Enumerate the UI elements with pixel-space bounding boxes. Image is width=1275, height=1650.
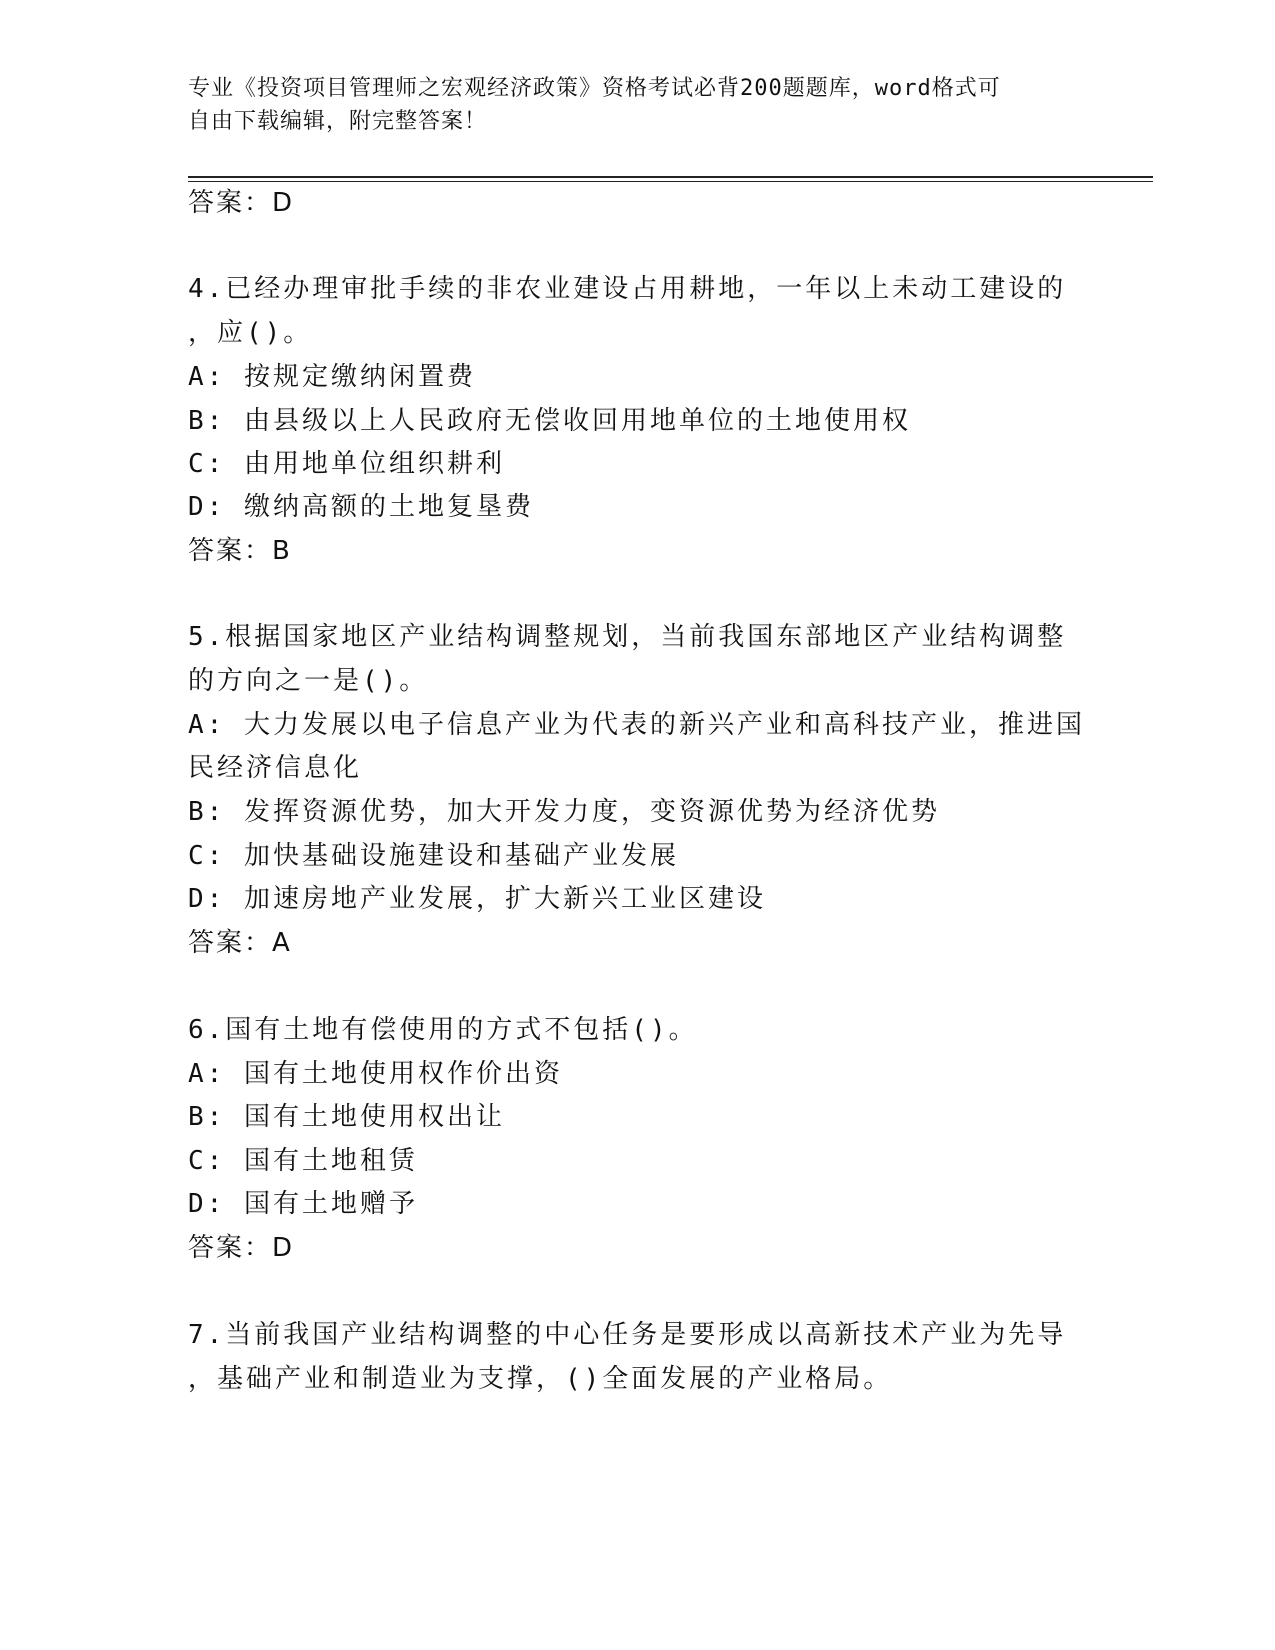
question-4-text: 4.已经办理审批手续的非农业建设占用耕地，一年以上未动工建设的 (188, 274, 1067, 304)
document-header (188, 72, 1088, 138)
header-line-2: 自由下载编辑，附完整答案！ (188, 109, 488, 134)
header-line-1: 专业《投资项目管理师之宏观经济政策》资格考试必背200题题库，word格式可 (188, 76, 1001, 101)
question-5-option-b: B: 发挥资源优势，加大开发力度，变资源优势为经济优势 (188, 797, 940, 827)
question-7-text: 7.当前我国产业结构调整的中心任务是要形成以高新技术产业为先导 (188, 1320, 1067, 1350)
question-6-option-a: A: 国有土地使用权作价出资 (188, 1059, 563, 1089)
question-6-option-c: C: 国有土地租赁 (188, 1146, 418, 1176)
question-4-option-b: B: 由县级以上人民政府无偿收回用地单位的土地使用权 (188, 406, 911, 436)
question-5-text: 5.根据国家地区产业结构调整规划，当前我国东部地区产业结构调整 (188, 622, 1067, 652)
answer-3: 答案：D (188, 188, 295, 218)
question-4-text-cont: ，应()。 (188, 318, 313, 348)
question-6-option-d: D: 国有土地赠予 (188, 1189, 418, 1219)
question-4-option-c: C: 由用地单位组织耕利 (188, 449, 505, 479)
header-divider-thin (188, 181, 1153, 182)
question-5-answer: 答案：A (188, 928, 292, 958)
question-5-option-a-cont: 民经济信息化 (188, 753, 363, 783)
question-4-answer: 答案：B (188, 536, 292, 566)
question-6-option-b: B: 国有土地使用权出让 (188, 1102, 505, 1132)
question-7-text-cont: ，基础产业和制造业为支撑，()全面发展的产业格局。 (188, 1364, 893, 1394)
question-4-option-d: D: 缴纳高额的土地复垦费 (188, 492, 534, 522)
question-5-text-cont: 的方向之一是()。 (188, 666, 429, 696)
question-5-option-a: A: 大力发展以电子信息产业为代表的新兴产业和高科技产业，推进国 (188, 710, 1085, 740)
question-6-text: 6.国有土地有偿使用的方式不包括()。 (188, 1015, 698, 1045)
header-divider (188, 176, 1153, 178)
question-6-answer: 答案：D (188, 1233, 295, 1263)
question-4-option-a: A: 按规定缴纳闲置费 (188, 362, 476, 392)
question-5-option-d: D: 加速房地产业发展，扩大新兴工业区建设 (188, 884, 766, 914)
question-5-option-c: C: 加快基础设施建设和基础产业发展 (188, 841, 679, 871)
